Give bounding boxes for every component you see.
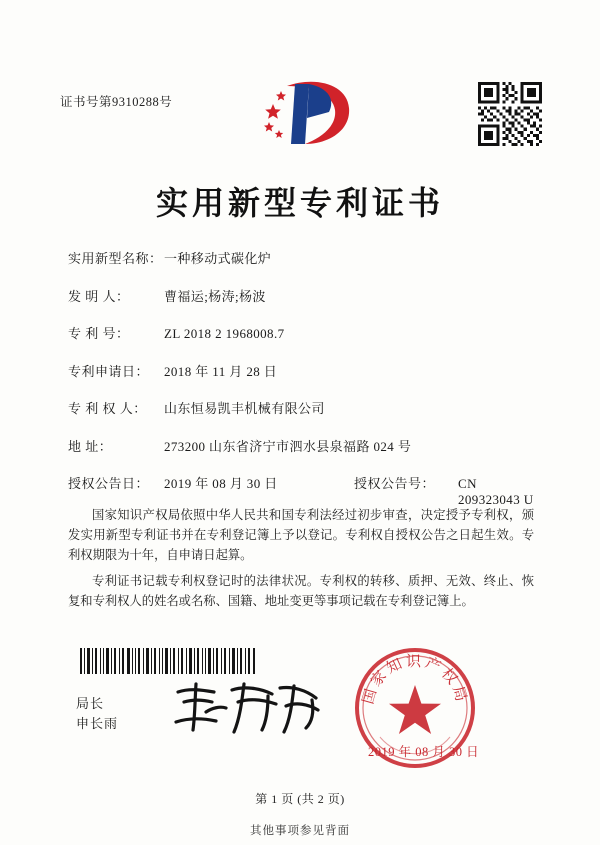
field-row-grant <box>68 473 538 508</box>
field-value-application-date: 2018 年 11 月 28 日 <box>164 363 278 379</box>
field-label-address: 地 址： <box>68 438 113 454</box>
cnipa-logo-icon <box>243 78 353 150</box>
field-label-grant-number: 授权公告号： <box>354 476 436 491</box>
field-row-patentee <box>68 398 538 417</box>
legal-paragraph-2: 专利证书记载专利权登记时的法律状况。专利权的转移、质押、无效、终止、恢复和专利权人的姓名或名称、国籍、地址变更等事项记载在专利登记簿上。 <box>68 574 534 608</box>
certificate-number: 证书号第9310288号 <box>60 95 173 109</box>
field-label-patent-number: 专 利 号： <box>68 326 130 341</box>
field-label-utility-model-name: 实用新型名称： <box>68 251 163 266</box>
field-label-inventors: 发 明 人： <box>68 288 130 304</box>
field-value-address: 273200 山东省济宁市泗水县泉福路 024 号 <box>164 438 412 454</box>
signature-block <box>76 694 118 734</box>
field-list <box>68 248 538 527</box>
legal-paragraph-1: 国家知识产权局依照中华人民共和国专利法经过初步审查，决定授予专利权，颁发实用新型专利证书并在专利登记簿上予以登记。专利权自授权公告之日起生效。专利权期限为十年，自申请日起算。 <box>68 508 534 562</box>
barcode-icon <box>78 648 258 674</box>
seal-date: 2019 年 08 月 30 日 <box>368 745 480 759</box>
field-value-grant-number: CN 209323043 U <box>458 476 534 507</box>
field-label-grant-date: 授权公告日： <box>68 476 150 491</box>
field-value-grant-date: 2019 年 08 月 30 日 <box>164 476 278 491</box>
field-value-inventors: 曹福运;杨涛;杨波 <box>164 288 266 304</box>
field-value-patentee: 山东恒易凯丰机械有限公司 <box>164 401 325 416</box>
signature-name: 申长雨 <box>76 716 119 731</box>
field-row-name <box>68 248 538 267</box>
field-row-address <box>68 436 538 455</box>
signature-role: 局长 <box>76 696 105 711</box>
qr-code-icon <box>478 82 542 146</box>
handwritten-signature-icon <box>168 678 328 740</box>
legal-text <box>68 505 534 617</box>
field-row-application-date <box>68 361 538 380</box>
field-row-inventors <box>68 286 538 305</box>
field-label-patentee: 专 利 权 人： <box>68 401 147 416</box>
field-value-utility-model-name: 一种移动式碳化炉 <box>164 251 272 266</box>
field-label-application-date: 专利申请日： <box>68 363 150 379</box>
svg-text:国家知识产权局: 国家知识产权局 <box>358 652 472 707</box>
field-row-patent-number <box>68 323 538 342</box>
footer-note: 其他事项参见背面 <box>250 825 350 837</box>
page-number: 第 1 页 (共 2 页) <box>255 792 345 806</box>
page-title: 实用新型专利证书 <box>155 184 444 222</box>
field-value-patent-number: ZL 2018 2 1968008.7 <box>164 326 285 341</box>
